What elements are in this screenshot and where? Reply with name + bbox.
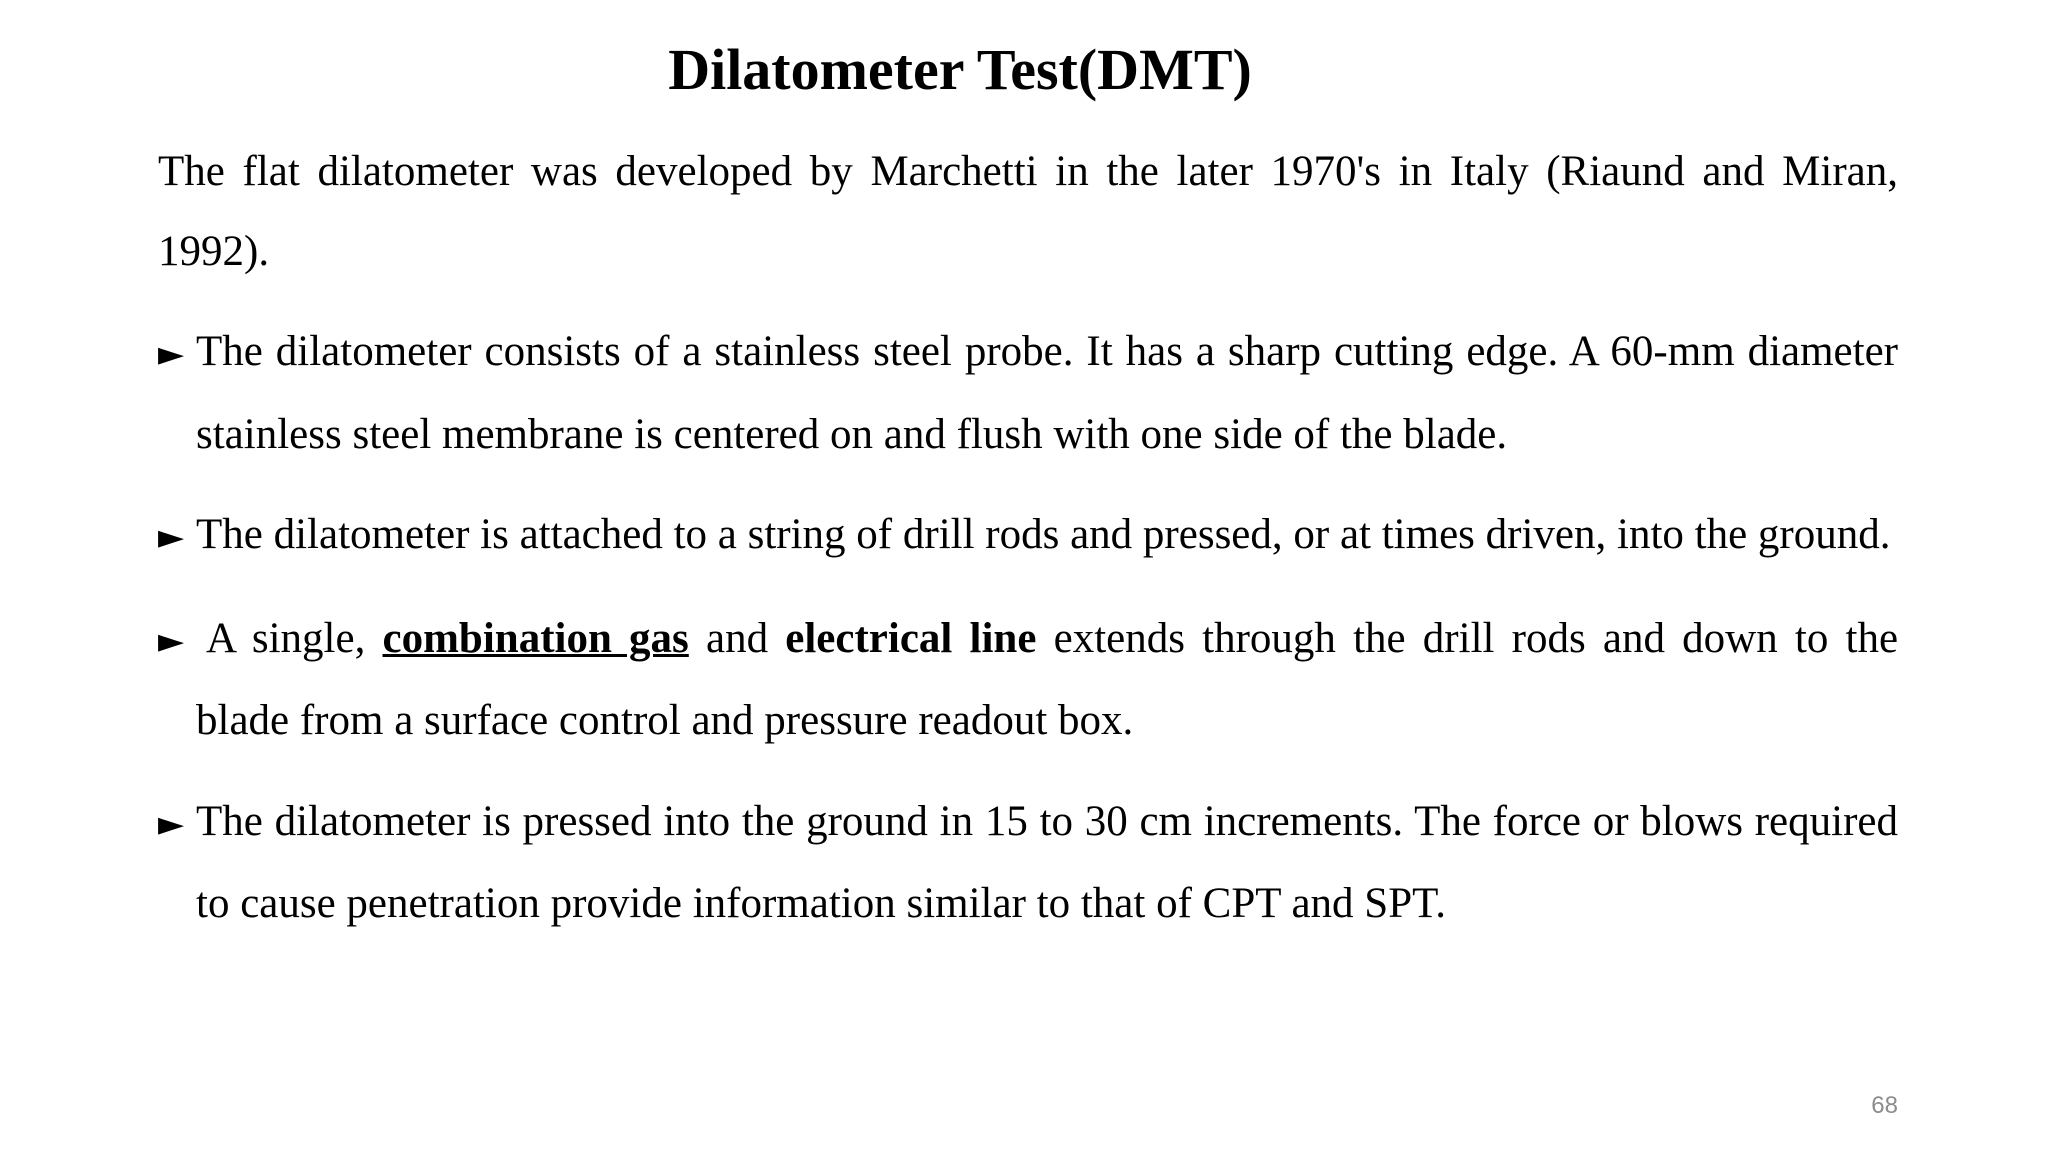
emphasis-combination-gas: combination gas <box>382 614 689 662</box>
bullet-text: The dilatometer is pressed into the ground in 15 to 30 cm increments. The force or blows required to cause penetration provide information similar to that of CPT and SPT. <box>196 797 1898 927</box>
bullet-item-2 <box>158 495 1898 578</box>
emphasis-electrical-line: electrical line <box>785 614 1037 662</box>
bullet-arrow-icon: ► <box>158 334 185 374</box>
bullet-text-part3: extends through the drill rods and down to the blade from a surface control and pressure readout box. <box>196 614 1899 744</box>
bullet-item-4 <box>158 782 1898 944</box>
bullet-text: The dilatometer consists of a stainless steel probe. It has a sharp cutting edge. A 60-mm diameter stainless steel membrane is centered on and flush with one side of the blade. <box>196 328 1898 458</box>
intro-paragraph: The flat dilatometer was developed by Marchetti in the later 1970's in Italy (Riaund and Miran, 1992). <box>158 148 1898 275</box>
bullet-text-part2: and <box>705 614 769 662</box>
slide-title: Dilatometer Test(DMT) <box>668 37 1252 102</box>
bullet-item-3 <box>158 599 1898 761</box>
page-number: 68 <box>1871 1092 1898 1119</box>
slide-content <box>158 132 1898 965</box>
bullet-arrow-icon: ► <box>158 620 185 661</box>
bullet-text: The dilatometer is attached to a string of drill rods and pressed, or at times driven, into the ground. <box>196 511 1891 558</box>
bullet-text-part1: A single, <box>206 614 366 662</box>
bullet-arrow-icon: ► <box>158 803 185 844</box>
bullet-item-1 <box>158 312 1898 474</box>
bullet-arrow-icon: ► <box>158 517 185 557</box>
